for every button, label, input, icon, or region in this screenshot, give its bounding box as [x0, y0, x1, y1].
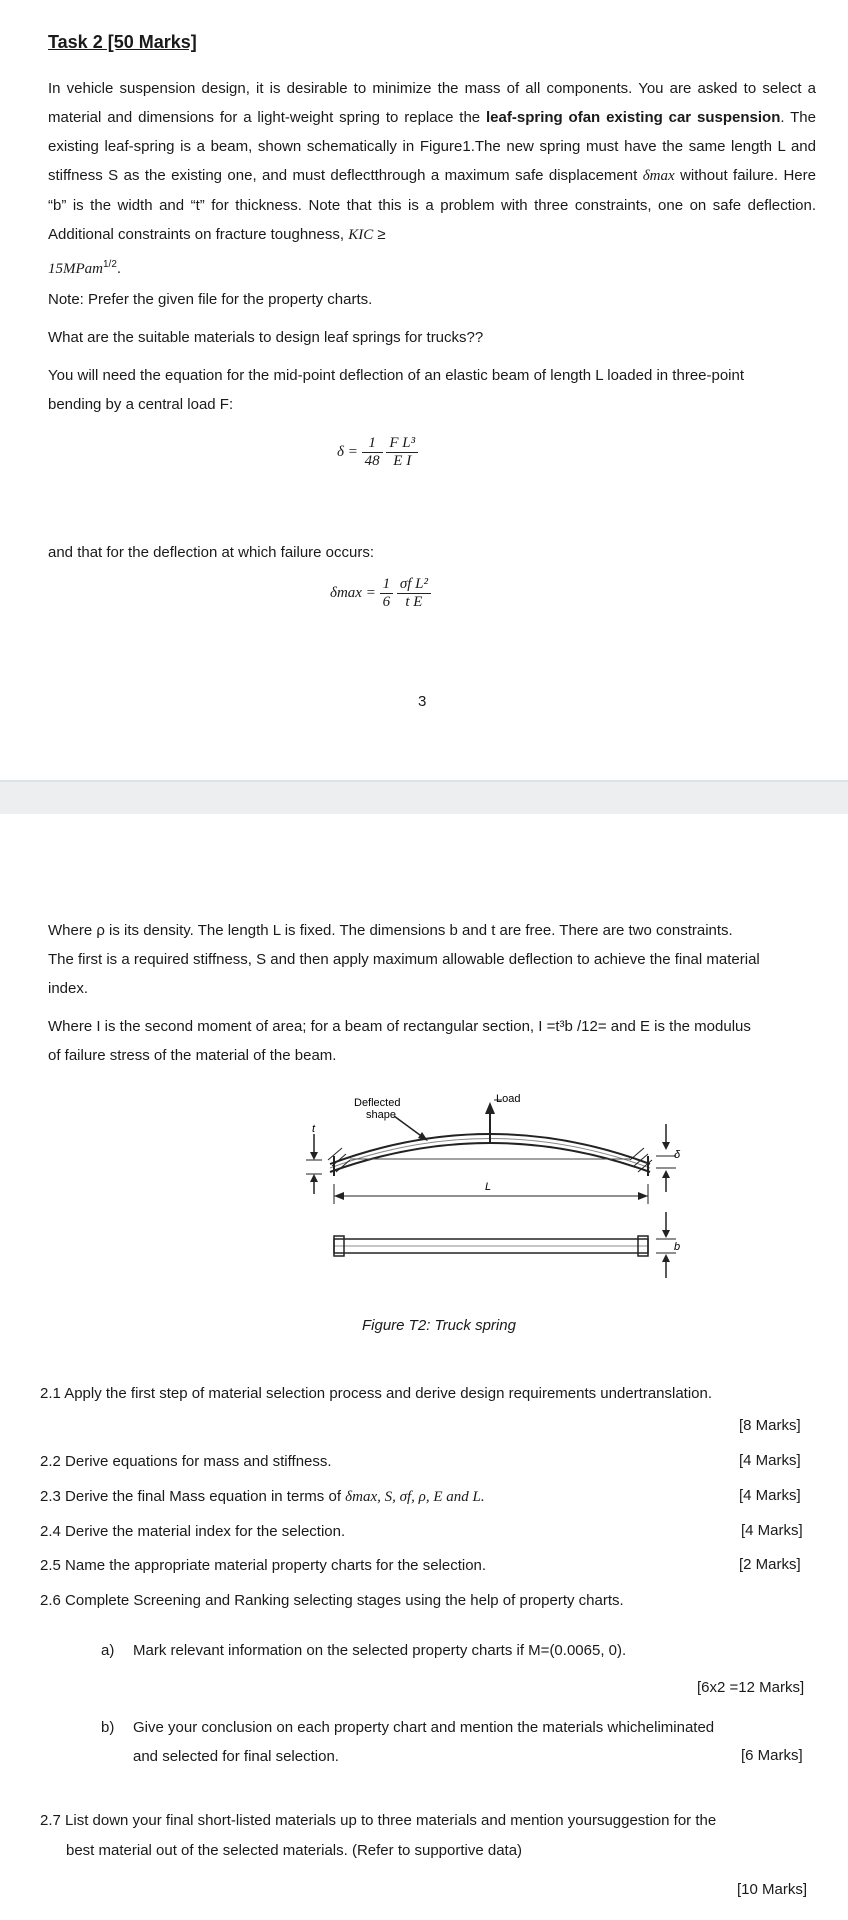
marks-2-1: [8 Marks] [739, 1417, 801, 1434]
truck-spring-figure [290, 1064, 690, 1284]
width-arrows [656, 1212, 676, 1278]
question-a: Mark relevant information on the selected property charts if M=(0.0065, 0). [133, 1642, 627, 1659]
label-t: t [312, 1123, 316, 1135]
eq1-frac-2 [386, 435, 418, 470]
page-number: 3 [418, 693, 427, 710]
eq2-frac-1 [380, 576, 394, 611]
eq1-den-1: 48 [364, 453, 380, 469]
question-b-line-1: Give your conclusion on each property chart and mention the materials whicheliminated [133, 1719, 715, 1736]
marks-b: [6 Marks] [741, 1747, 803, 1764]
eq1-num-2: F L³ [386, 435, 418, 453]
marks-2-4: [4 Marks] [741, 1522, 803, 1539]
eq1-lhs: δ = [337, 443, 358, 460]
marks-a: [6x2 =12 Marks] [697, 1679, 805, 1696]
page-1 [0, 0, 848, 780]
need-line-1: You will need the equation for the mid-point deflection of an elastic beam of length L loaded in three-point [48, 367, 745, 384]
label-shape: shape [366, 1109, 396, 1121]
label-delta: δ [674, 1149, 681, 1161]
question-a-label: a) [101, 1642, 115, 1659]
and-that-line: and that for the deflection at which failure occurs: [48, 544, 375, 561]
eq1-frac-1 [362, 435, 383, 470]
question-2-4: 2.4 Derive the material index for the selection. [40, 1523, 346, 1540]
fracture-end: . [116, 260, 122, 277]
question-2-6: 2.6 Complete Screening and Ranking selecting stages using the help of property charts. [40, 1592, 624, 1609]
fracture-value: 15MPam [48, 261, 103, 277]
equation-deflection [337, 435, 418, 470]
question-2-3-vars: δmax, S, σf, ρ, E and L. [345, 1489, 485, 1505]
where-i-line-1: Where I is the second moment of area; for a beam of rectangular section, I =t³b /12= and E is the modulus [48, 1018, 751, 1035]
intro-text-3: without failure. Here “b” is the width and “t” for thickness. Note that this is a problem with three constraints, one on safe deflection. Additional constraints on fracture toughness, [48, 167, 816, 243]
equation-failure-deflection [330, 576, 431, 611]
label-b: b [674, 1241, 681, 1253]
marks-2-5: [2 Marks] [739, 1556, 801, 1573]
eq2-frac-2 [397, 576, 431, 611]
intro-bold: leaf-spring ofan existing car suspension [486, 109, 781, 126]
page-2 [0, 814, 848, 1920]
where-rho-line-3: index. [48, 980, 89, 997]
load-arrow [485, 1100, 502, 1142]
eq2-equals: = [365, 584, 376, 601]
note-line: Note: Prefer the given file for the property charts. [48, 291, 373, 308]
deflected-beam-bottom [330, 1143, 650, 1172]
question-line: What are the suitable materials to design leaf springs for trucks?? [48, 329, 484, 346]
page-break-edge [0, 780, 848, 782]
question-2-3 [40, 1487, 485, 1507]
deflected-leader [394, 1116, 424, 1138]
page-break [0, 780, 848, 814]
question-2-5: 2.5 Name the appropriate material property charts for the selection. [40, 1557, 487, 1574]
where-rho-line-1: Where ρ is its density. The length L is fixed. The dimensions b and t are free. There are two constraints. [48, 922, 733, 939]
intro-text-1: In vehicle suspension design, it is desirable to minimize the mass of all components. You are asked to select a material and dimensions for a light-weight spring to replace the [48, 80, 816, 126]
where-i-line-2: of failure stress of the material of the beam. [48, 1047, 337, 1064]
question-b-line-2: and selected for final selection. [133, 1748, 339, 1765]
eq2-den-2: t E [405, 594, 423, 610]
eq1-num-1: 1 [362, 435, 383, 453]
intro-text-2: . The existing leaf-spring is a beam, shown schematically in Figure1.The new spring must have the same length L and stiffness S as the existing one, and must deflectthrough a maximum safe displacement [48, 109, 816, 184]
geq-symbol: ≥ [373, 226, 386, 243]
question-b-label: b) [101, 1719, 115, 1736]
question-2-1: 2.1 Apply the first step of material selection process and derive design requirements undertranslation. [40, 1385, 713, 1402]
delta-max-symbol: δmax [642, 168, 675, 184]
side-view-bar [334, 1236, 648, 1256]
eq1-den-2: E I [393, 453, 412, 469]
question-2-7-line-2: best material out of the selected materials. (Refer to supportive data) [66, 1842, 523, 1859]
label-deflected: Deflected [354, 1097, 401, 1109]
figure-caption: Figure T2: Truck spring [362, 1317, 516, 1334]
eq2-num-1: 1 [380, 576, 394, 594]
question-2-7-line-1: 2.7 List down your final short-listed materials up to three materials and mention yoursuggestion for the [40, 1812, 717, 1829]
question-2-3-text: 2.3 Derive the final Mass equation in terms of [40, 1488, 346, 1505]
eq2-num-2: σf L² [397, 576, 431, 594]
intro-paragraph [48, 74, 816, 284]
label-load: Load [496, 1093, 521, 1105]
marks-2-7: [10 Marks] [737, 1881, 808, 1898]
eq2-lhs: δmax [330, 584, 362, 601]
marks-2-2: [4 Marks] [739, 1452, 801, 1469]
where-rho-line-2: The first is a required stiffness, S and then apply maximum allowable deflection to achieve the final material [48, 951, 760, 968]
deflection-arrows [656, 1124, 676, 1192]
fracture-exponent: 1/2 [103, 259, 117, 270]
kic-symbol: KIC [348, 227, 374, 243]
marks-2-3: [4 Marks] [739, 1487, 801, 1504]
question-2-2: 2.2 Derive equations for mass and stiffness. [40, 1453, 332, 1470]
label-L: L [485, 1181, 492, 1193]
eq2-den-1: 6 [382, 594, 391, 610]
thickness-arrows [306, 1134, 322, 1194]
task-title: Task 2 [50 Marks] [48, 32, 197, 52]
need-line-2: bending by a central load F: [48, 396, 234, 413]
